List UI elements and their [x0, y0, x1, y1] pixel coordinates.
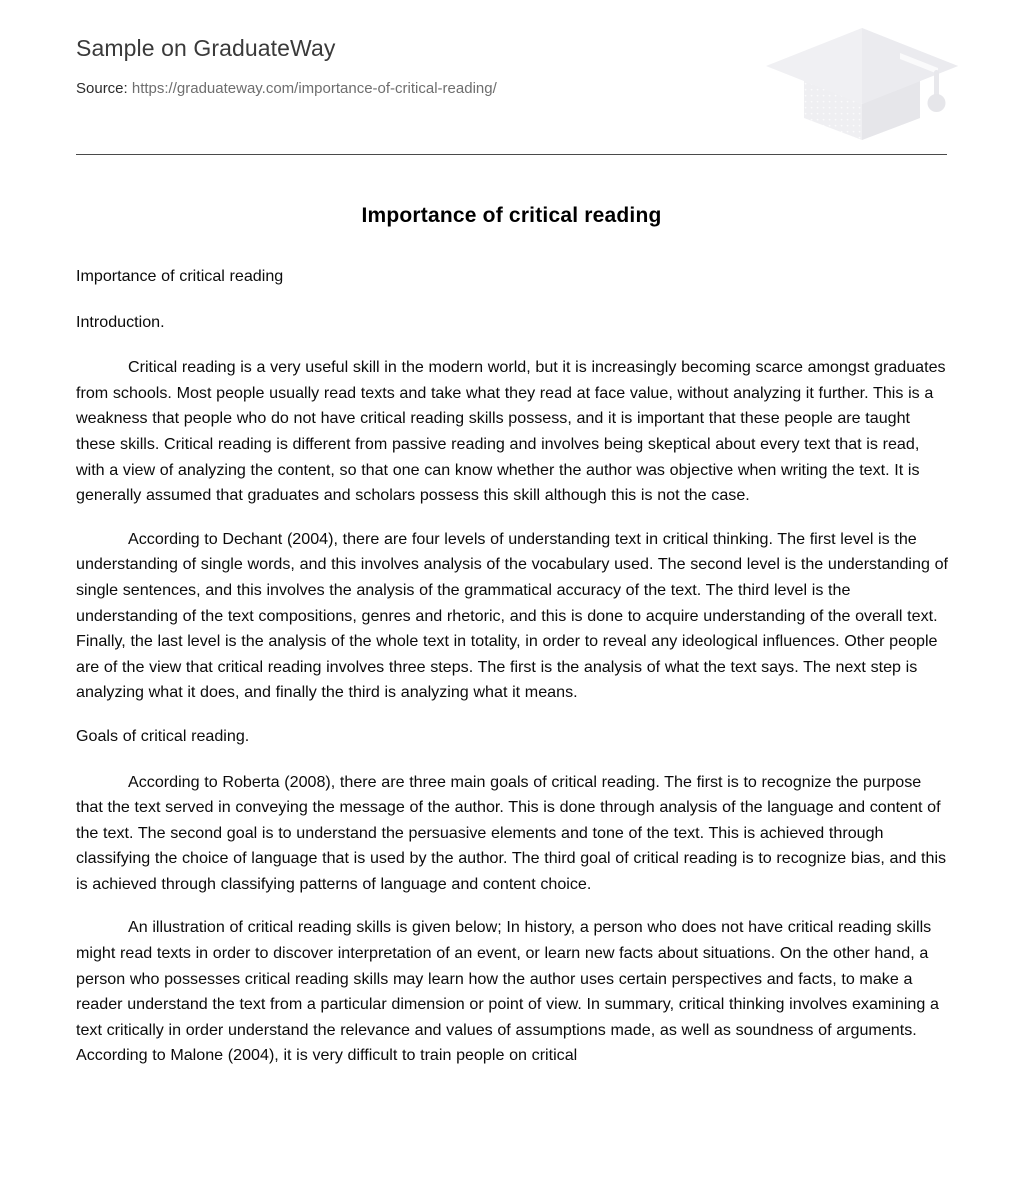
source-label: Source:	[76, 79, 128, 97]
body-paragraph: An illustration of critical reading skills is given below; In history, a person who does not have critical reading skills might read texts in order to discover interpretation of an event, or learn new facts about situations. On the other hand, a person who possesses critical reading skills may learn how the author uses certain perspectives and facts, to make a reader understand the text from a particular dimension or point of view. In summary, critical thinking involves examining a text critically in order understand the relevance and values of assumptions made, as well as soundness of arguments. According to Malone (2004), it is very difficult to train people on critical	[76, 918, 939, 1065]
body-paragraph: Critical reading is a very useful skill in the modern world, but it is increasingly becoming scarce amongst graduates from schools. Most people usually read texts and take what they read at face value, without analyzing it further. This is a weakness that people who do not have critical reading skills possess, and it is important that these people are taught these skills. Critical reading is different from passive reading and involves being skeptical about every text that is read, with a view of analyzing the content, so that one can know whether the author was objective when writing the text. It is generally assumed that graduates and scholars possess this skill although this is not the case.	[76, 358, 946, 505]
body-paragraph: According to Dechant (2004), there are four levels of understanding text in critical thinking. The first level is the understanding of single words, and this involves analysis of the vocabulary used. The second level is the understanding of single sentences, and this involves the analysis of the grammatical accuracy of the text. The third level is the understanding of the text compositions, genres and rhetoric, and this is done to acquire understanding of the overall text. Finally, the last level is the analysis of the whole text in totality, in order to reveal any ideological influences. Other people are of the view that critical reading involves three steps. The first is the analysis of what the text says. The next step is analyzing what it does, and finally the third is analyzing what it means.	[76, 529, 949, 702]
page-title: Importance of critical reading	[361, 204, 662, 227]
body-paragraph: Introduction.	[76, 312, 165, 331]
document-body	[76, 264, 949, 1087]
brand-title: Sample on GraduateWay	[76, 35, 336, 61]
body-paragraph: According to Roberta (2008), there are three main goals of critical reading. The first is to recognize the purpose that the text served in conveying the message of the author. This is done through analysis of the language and content of the text. The second goal is to understand the persuasive elements and tone of the text. This is achieved through classifying the choice of language that is used by the author. The third goal of critical reading is to recognize bias, and this is achieved through classifying patterns of language and content choice.	[76, 772, 947, 893]
body-paragraph: Goals of critical reading.	[76, 726, 250, 745]
source-url[interactable]: https://graduateway.com/importance-of-critical-reading/	[131, 79, 497, 97]
graduation-cap-icon	[762, 22, 962, 140]
header-divider	[76, 154, 947, 155]
body-paragraph: Importance of critical reading	[76, 267, 284, 285]
